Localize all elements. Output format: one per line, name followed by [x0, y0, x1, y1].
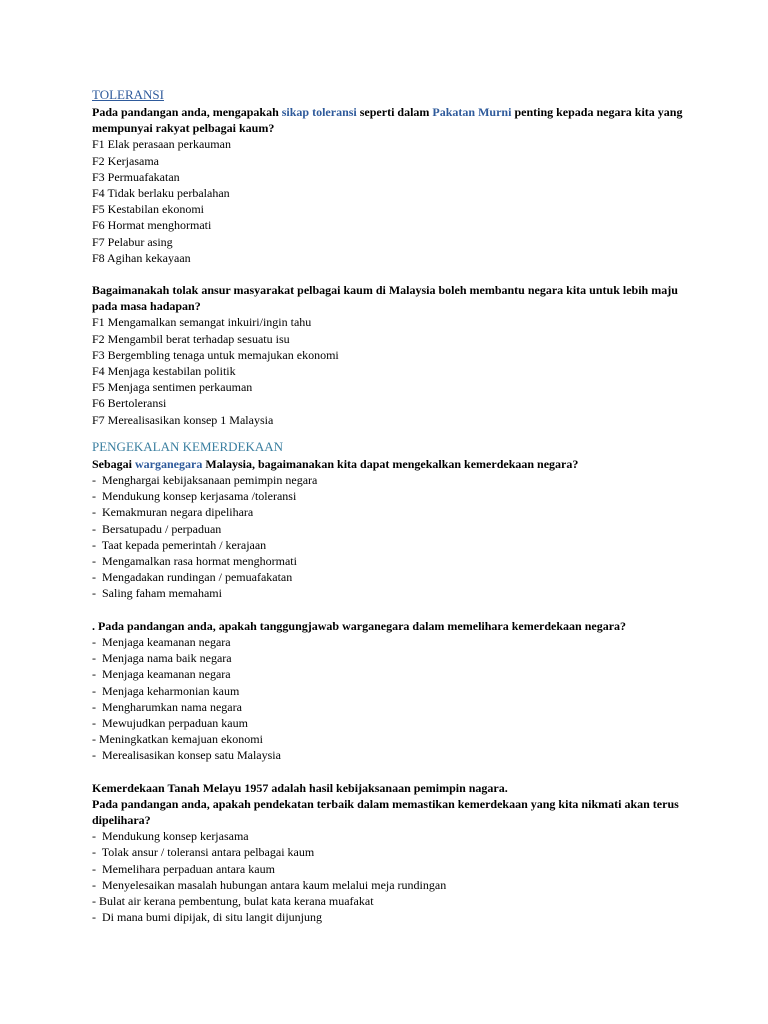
answer-list — [92, 828, 692, 925]
list-item: F7 Pelabur asing — [92, 234, 173, 249]
list-item: F4 Menjaga kestabilan politik — [92, 364, 236, 379]
list-item: - Saling faham memahami — [92, 586, 222, 601]
question-text: penting kepada negara kita yang mempunyai rakyat pelbagai kaum? — [92, 105, 683, 136]
answer-list — [92, 472, 692, 602]
list-item: - Mewujudkan perpaduan kaum — [92, 715, 248, 730]
list-item: - Bersatupadu / perpaduan — [92, 521, 222, 536]
list-item: - Mengadakan rundingan / pemuafakatan — [92, 570, 293, 585]
section-heading-pengekalan-kemerdekaan: PENGEKALAN KEMERDEKAAN — [92, 438, 284, 454]
list-item: - Menghargai kebijaksanaan pemimpin negara — [92, 473, 318, 488]
list-item: F4 Tidak berlaku perbalahan — [92, 186, 230, 201]
list-item: - Bulat air kerana pembentung, bulat kata kerana muafakat — [92, 893, 374, 908]
list-item: - Mendukung konsep kerjasama /toleransi — [92, 489, 297, 504]
list-item: F2 Kerjasama — [92, 153, 159, 168]
answer-list — [92, 136, 692, 266]
question-5: Pada pandangan anda, apakah pendekatan terbaik dalam memastikan kemerdekaan yang kita nikmati akan terus dipelihara? — [92, 796, 679, 827]
list-item: - Kemakmuran negara dipelihara — [92, 505, 254, 520]
highlight-term: warganegara — [135, 456, 203, 471]
list-item: - Mengamalkan rasa hormat menghormati — [92, 554, 297, 569]
list-item: F6 Bertoleransi — [92, 396, 167, 411]
list-item: F3 Bergembling tenaga untuk memajukan ekonomi — [92, 347, 339, 362]
answer-list — [92, 314, 692, 427]
question-text: Malaysia, bagaimanakan kita dapat mengekalkan kemerdekaan negara? — [202, 456, 579, 471]
list-item: - Menjaga nama baik negara — [92, 651, 232, 666]
question-5-intro: Kemerdekaan Tanah Melayu 1957 adalah hasil kebijaksanaan pemimpin nagara. — [92, 780, 508, 795]
list-item: - Menjaga keharmonian kaum — [92, 683, 240, 698]
list-item: - Di mana bumi dipijak, di situ langit dijunjung — [92, 910, 322, 925]
list-item: - Menjaga keamanan negara — [92, 667, 231, 682]
question-2: Bagaimanakah tolak ansur masyarakat pelbagai kaum di Malaysia boleh membantu negara kita untuk lebih maju pada masa hadapan? — [92, 283, 678, 314]
list-item: - Taat kepada pemerintah / kerajaan — [92, 537, 267, 552]
highlight-term: Pakatan Murni — [432, 105, 512, 119]
list-item: F2 Mengambil berat terhadap sesuatu isu — [92, 331, 290, 346]
list-item: F3 Permuafakatan — [92, 169, 180, 184]
question-text: Sebagai — [92, 456, 136, 471]
list-item: F1 Mengamalkan semangat inkuiri/ingin tahu — [92, 315, 312, 330]
list-item: - Mengharumkan nama negara — [92, 699, 242, 714]
list-item: - Mendukung konsep kerjasama — [92, 829, 249, 844]
list-item: F7 Merealisasikan konsep 1 Malaysia — [92, 412, 274, 427]
list-item: - Merealisasikan konsep satu Malaysia — [92, 748, 281, 763]
list-item: - Tolak ansur / toleransi antara pelbagai kaum — [92, 845, 315, 860]
question-3 — [92, 456, 692, 472]
list-item: F8 Agihan kekayaan — [92, 250, 191, 265]
highlight-term: sikap toleransi — [281, 105, 357, 119]
answer-list — [92, 634, 692, 764]
question-1 — [92, 104, 692, 136]
list-item: F1 Elak perasaan perkauman — [92, 137, 231, 152]
document-page — [92, 86, 692, 925]
question-4: . Pada pandangan anda, apakah tanggungjawab warganegara dalam memelihara kemerdekaan negara? — [92, 618, 627, 633]
list-item: F5 Menjaga sentimen perkauman — [92, 380, 253, 395]
question-text: Pada pandangan anda, mengapakah — [92, 105, 282, 119]
list-item: - Memelihara perpaduan antara kaum — [92, 861, 275, 876]
question-text: seperti dalam — [356, 105, 433, 119]
list-item: F5 Kestabilan ekonomi — [92, 202, 204, 217]
list-item: F6 Hormat menghormati — [92, 218, 212, 233]
list-item: - Menyelesaikan masalah hubungan antara kaum melalui meja rundingan — [92, 877, 447, 892]
list-item: - Menjaga keamanan negara — [92, 634, 231, 649]
section-heading-toleransi: TOLERANSI — [92, 87, 164, 102]
list-item: - Meningkatkan kemajuan ekonomi — [92, 732, 263, 747]
